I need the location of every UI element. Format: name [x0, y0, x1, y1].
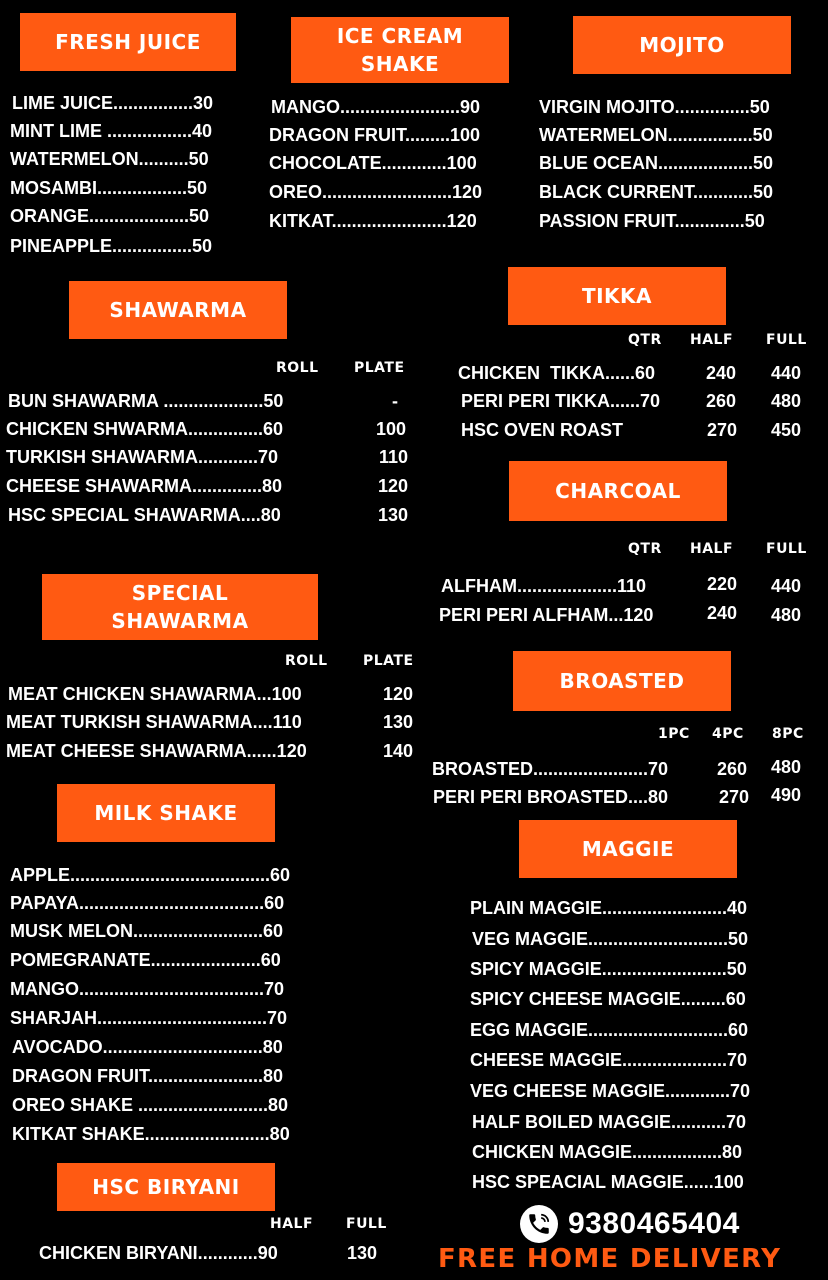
ice-cream-shake-banner — [291, 17, 509, 83]
hsc-biryani-banner — [57, 1163, 275, 1211]
menu-item-price: 220 — [707, 574, 738, 594]
menu-item: PERI PERI BROASTED....80 — [433, 787, 669, 807]
menu-item: DRAGON FRUIT.........100 — [269, 125, 481, 145]
menu-item: MEAT CHICKEN SHAWARMA...100 — [8, 684, 302, 704]
menu-item-price: 110 — [379, 447, 409, 467]
menu-item-price: 440 — [771, 576, 802, 596]
menu-item: LIME JUICE................30 — [12, 93, 214, 113]
menu-item-price: 240 — [707, 603, 738, 623]
menu-item: MUSK MELON..........................60 — [10, 921, 284, 941]
milk-shake-banner — [57, 784, 275, 842]
menu-item-price: 130 — [347, 1243, 378, 1263]
menu-item-price: 270 — [719, 787, 750, 807]
menu-item-price: 490 — [771, 785, 802, 805]
menu-item: MEAT CHEESE SHAWARMA......120 — [6, 741, 307, 761]
biryani-col-full: FULL — [346, 1216, 387, 1232]
menu-item-price: 260 — [717, 759, 748, 779]
menu-item: SPICY MAGGIE.........................50 — [470, 959, 747, 979]
maggie-title: MAGGIE — [581, 837, 675, 861]
menu-item: MANGO........................90 — [271, 97, 481, 117]
fresh-juice-title: FRESH JUICE — [55, 30, 201, 54]
menu-item: BROASTED.......................70 — [432, 759, 669, 779]
menu-item-price: 140 — [383, 741, 414, 761]
tikka-col-full: FULL — [766, 332, 807, 348]
menu-item-price: 130 — [378, 505, 409, 525]
menu-item: SPICY CHEESE MAGGIE.........60 — [470, 989, 746, 1009]
special-shawarma-col-roll: ROLL — [285, 653, 328, 669]
ice-cream-shake-title-line2: SHAKE — [360, 52, 440, 76]
menu-item: OREO SHAKE ..........................80 — [12, 1095, 289, 1115]
menu-item: OREO..........................120 — [269, 182, 483, 202]
menu-item-price: 120 — [378, 476, 409, 496]
menu-item: CHICKEN SHWARMA...............60 — [6, 419, 284, 439]
menu-item-price: 480 — [771, 757, 802, 777]
menu-item: APPLE........................................60 — [10, 865, 291, 885]
menu-item-price: - — [392, 391, 398, 411]
menu-item: MANGO.....................................70 — [10, 979, 285, 999]
charcoal-col-full: FULL — [766, 541, 807, 557]
broasted-col-8pc: 8PC — [772, 726, 804, 742]
menu-item-price: 270 — [707, 420, 738, 440]
maggie-banner — [519, 820, 737, 878]
menu-item-price: 480 — [771, 605, 802, 625]
menu-item: WATERMELON.................50 — [539, 125, 773, 145]
menu-item: CHEESE MAGGIE.....................70 — [470, 1050, 748, 1070]
menu-item: BLACK CURRENT............50 — [539, 182, 774, 202]
tikka-col-half: HALF — [690, 332, 734, 348]
menu-item-price: 450 — [771, 420, 802, 440]
menu-item-price: 120 — [383, 684, 414, 704]
menu-item: CHEESE SHAWARMA..............80 — [6, 476, 283, 496]
menu-item: HSC SPEACIAL MAGGIE......100 — [472, 1172, 744, 1192]
menu-item: SHARJAH..................................70 — [10, 1008, 288, 1028]
shawarma-col-plate: PLATE — [354, 360, 405, 376]
milk-shake-title: MILK SHAKE — [94, 801, 238, 825]
tikka-banner — [508, 267, 726, 325]
shawarma-banner — [69, 281, 287, 339]
menu-item-price: 130 — [383, 712, 414, 732]
menu-item: CHICKEN TIKKA......60 — [458, 363, 656, 383]
menu-item: CHOCOLATE.............100 — [269, 153, 477, 173]
broasted-title: BROASTED — [559, 669, 685, 693]
charcoal-col-half: HALF — [690, 541, 734, 557]
menu-item-price: 100 — [376, 419, 407, 439]
menu-item: BLUE OCEAN...................50 — [539, 153, 774, 173]
biryani-col-half: HALF — [270, 1216, 314, 1232]
menu-item-price: 480 — [771, 391, 802, 411]
shawarma-col-roll: ROLL — [276, 360, 319, 376]
menu-item: HALF BOILED MAGGIE...........70 — [472, 1112, 747, 1132]
menu-item-price: 440 — [771, 363, 802, 383]
menu-item: CHICKEN MAGGIE..................80 — [472, 1142, 743, 1162]
menu-item: ORANGE....................50 — [10, 206, 210, 226]
menu-item: PASSION FRUIT..............50 — [539, 211, 765, 231]
menu-item: TURKISH SHAWARMA............70 — [6, 447, 279, 467]
menu-item: MINT LIME .................40 — [10, 121, 213, 141]
tikka-title: TIKKA — [581, 284, 653, 308]
special-shawarma-title-line1: SPECIAL — [131, 581, 229, 605]
free-home-delivery-text: FREE HOME DELIVERY — [438, 1244, 782, 1274]
special-shawarma-title-line2: SHAWARMA — [111, 609, 249, 633]
phone-number[interactable]: 9380465404 — [568, 1207, 740, 1240]
menu-item: ALFHAM....................110 — [441, 576, 647, 596]
menu-item: DRAGON FRUIT.......................80 — [12, 1066, 284, 1086]
menu-item: CHICKEN BIRYANI............90 — [39, 1243, 278, 1263]
menu-item: POMEGRANATE......................60 — [10, 950, 281, 970]
mojito-title: MOJITO — [639, 33, 725, 57]
phone-icon — [520, 1205, 558, 1243]
menu-item: PLAIN MAGGIE.........................40 — [470, 898, 748, 918]
menu-item: HSC SPECIAL SHAWARMA....80 — [8, 505, 281, 525]
broasted-banner — [513, 651, 731, 711]
menu-item: KITKAT SHAKE.........................80 — [12, 1124, 290, 1144]
menu-item: MEAT TURKISH SHAWARMA....110 — [6, 712, 302, 732]
fresh-juice-banner — [20, 13, 236, 71]
menu-item: PERI PERI TIKKA......70 — [461, 391, 661, 411]
menu-item-price: 240 — [706, 363, 737, 383]
menu-item-price: 260 — [706, 391, 737, 411]
special-shawarma-banner — [42, 574, 318, 640]
mojito-banner — [573, 16, 791, 74]
special-shawarma-col-plate: PLATE — [363, 653, 414, 669]
charcoal-banner — [509, 461, 727, 521]
menu-item: WATERMELON..........50 — [10, 149, 209, 169]
menu-item: HSC OVEN ROAST — [461, 420, 624, 440]
menu-item: EGG MAGGIE............................60 — [470, 1020, 749, 1040]
broasted-col-1pc: 1PC — [658, 726, 690, 742]
phone-contact[interactable] — [520, 1205, 740, 1243]
menu-item: VEG CHEESE MAGGIE.............70 — [470, 1081, 751, 1101]
tikka-col-qtr: QTR — [628, 332, 662, 348]
ice-cream-shake-title-line1: ICE CREAM — [336, 24, 464, 48]
menu-item: VIRGIN MOJITO...............50 — [539, 97, 770, 117]
menu-item: PINEAPPLE................50 — [10, 236, 213, 256]
menu-item: AVOCADO................................80 — [12, 1037, 283, 1057]
menu-item: MOSAMBI..................50 — [10, 178, 208, 198]
charcoal-title: CHARCOAL — [555, 479, 681, 503]
menu-item: PERI PERI ALFHAM...120 — [439, 605, 654, 625]
broasted-col-4pc: 4PC — [712, 726, 744, 742]
shawarma-title: SHAWARMA — [109, 298, 247, 322]
menu-item: VEG MAGGIE............................50 — [472, 929, 749, 949]
charcoal-col-qtr: QTR — [628, 541, 662, 557]
menu-item: PAPAYA.....................................60 — [10, 893, 285, 913]
hsc-biryani-title: HSC BIRYANI — [92, 1175, 240, 1199]
menu-item: BUN SHAWARMA ....................50 — [8, 391, 284, 411]
menu-item: KITKAT.......................120 — [269, 211, 477, 231]
